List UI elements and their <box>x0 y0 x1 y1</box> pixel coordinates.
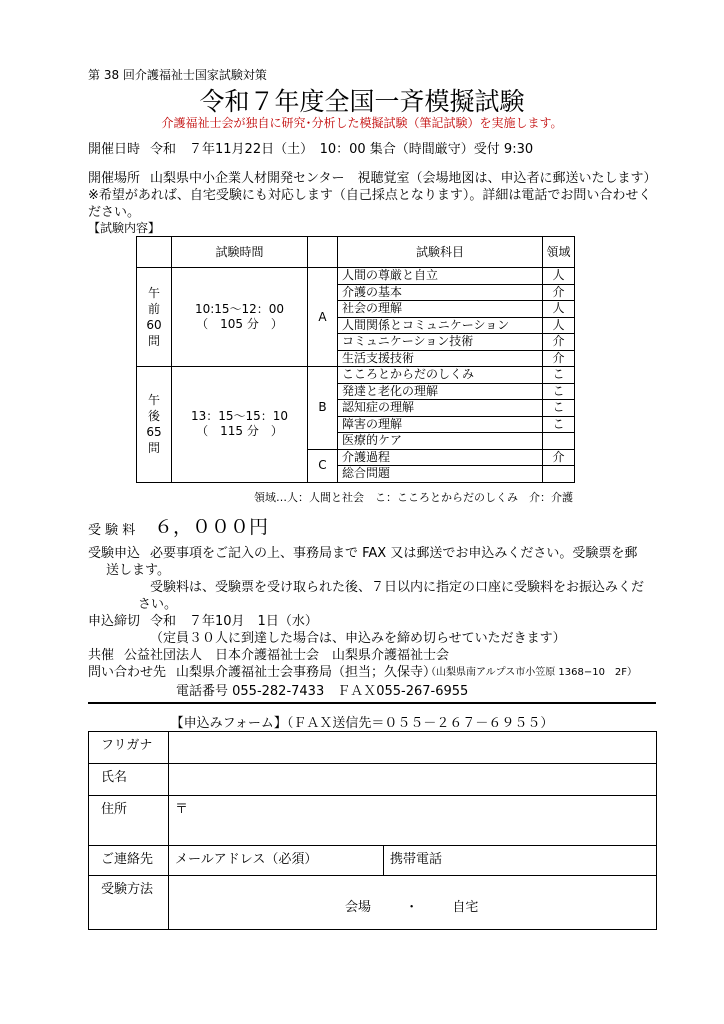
afternoon-label: 午 後 65 問 <box>137 367 172 483</box>
place-value: 山梨県中小企業人材開発センター 視聴覚室（会場地図は、申込者に郵送いたします） <box>150 171 657 186</box>
host-label: 共催 <box>88 648 115 663</box>
postal-mark: 〒 <box>175 802 189 817</box>
area-cell: 介 <box>543 449 575 466</box>
apply-line2: 送します。 <box>106 563 170 578</box>
contact-address: （山梨県南アルプス市小笠原 1368−10 2F） <box>426 667 638 678</box>
schedule-corner <box>137 237 172 268</box>
furigana-label: フリガナ <box>89 732 169 764</box>
place-label: 開催場所 <box>88 171 141 186</box>
application-form <box>88 731 657 930</box>
address-field[interactable] <box>169 796 657 846</box>
afternoon-time: 13：15～15：10 （ 115 分 ） <box>172 367 308 483</box>
fee-label: 受 験 料 <box>88 523 136 538</box>
name-label: 氏名 <box>89 764 169 796</box>
area-cell: 介 <box>543 284 575 301</box>
subject-row: 人間関係とコミュニケーション <box>338 317 543 334</box>
contact-phone: 電話番号 055-282-7433 ＦＡＸ055-267-6955 <box>176 684 469 699</box>
subject-row: 生活支援技術 <box>338 350 543 367</box>
subject-row: 人間の尊厳と自立 <box>338 268 543 285</box>
home-note-line2: ださい。 <box>88 205 141 220</box>
fee-value: ６，０００円 <box>154 516 269 538</box>
series-label: 第 38 回介護福祉士国家試験対策 <box>88 68 267 82</box>
method-venue-option[interactable]: 会場 <box>345 900 372 915</box>
home-note-line1: ※希望があれば、自宅受験にも対応します（自己採点となります）。詳細は電話でお問い合わせく <box>88 188 652 203</box>
area-cell: こ <box>543 367 575 384</box>
area-cell: こ <box>543 383 575 400</box>
subject-row: 介護の基本 <box>338 284 543 301</box>
schedule-table <box>136 236 575 483</box>
col-area-header: 領域 <box>543 237 575 268</box>
group-c: C <box>308 449 338 482</box>
form-separator <box>88 702 656 704</box>
deadline-label: 申込締切 <box>88 614 141 629</box>
host-value: 公益社団法人 日本介護福祉士会 山梨県介護福祉士会 <box>124 648 450 663</box>
area-cell: 人 <box>543 268 575 285</box>
email-field[interactable] <box>169 846 384 876</box>
form-heading: 【申込みフォーム】（ＦＡＸ送信先＝０５５－２６７－６９５５） <box>170 716 554 731</box>
subject-row: 障害の理解 <box>338 416 543 433</box>
subject-row: 医療的ケア <box>338 433 543 450</box>
area-cell: 人 <box>543 301 575 318</box>
col-time-header: 試験時間 <box>172 237 308 268</box>
subject-row: 社会の理解 <box>338 301 543 318</box>
apply-label: 受験申込 <box>88 546 141 561</box>
contact-label: 問い合わせ先 <box>88 665 167 680</box>
apply-line3: 受験料は、受験票を受け取られた後、７日以内に指定の口座に受験料をお振込みくだ <box>150 580 645 595</box>
area-cell: こ <box>543 400 575 417</box>
subject-row: 総合問題 <box>338 466 543 483</box>
col-subject-header: 試験科目 <box>338 237 543 268</box>
group-a: A <box>308 268 338 367</box>
email-label: メールアドレス（必須） <box>175 852 318 867</box>
page-title: 令和７年度全国一斉模擬試験 <box>199 87 525 116</box>
name-field[interactable] <box>169 764 657 796</box>
method-label: 受験方法 <box>89 876 169 930</box>
apply-line4: さい。 <box>138 597 178 612</box>
area-cell: こ <box>543 416 575 433</box>
area-cell <box>543 466 575 483</box>
area-cell: 介 <box>543 350 575 367</box>
deadline-value: 令和 ７年10月 1日（水） <box>150 614 318 629</box>
subject-row: コミュニケーション技術 <box>338 334 543 351</box>
mobile-label: 携帯電話 <box>390 852 443 867</box>
subject-row: 介護過程 <box>338 449 543 466</box>
area-cell: 人 <box>543 317 575 334</box>
furigana-field[interactable] <box>169 732 657 764</box>
apply-line1: 必要事項をご記入の上、事務局まで FAX 又は郵送でお申込みください。受験票を郵 <box>150 546 638 561</box>
date-label: 開催日時 <box>88 142 141 157</box>
address-label: 住所 <box>89 796 169 846</box>
method-home-option[interactable]: 自宅 <box>452 900 479 915</box>
morning-time: 10:15～12：00 （ 105 分 ） <box>172 268 308 367</box>
area-cell: 介 <box>543 334 575 351</box>
method-field <box>169 876 657 930</box>
content-heading: 【試験内容】 <box>88 221 161 235</box>
morning-label: 午 前 60 問 <box>137 268 172 367</box>
page-subtitle: 介護福祉士会が独自に研究･分析した模擬試験（筆記試験）を実施します。 <box>161 116 563 130</box>
area-cell <box>543 433 575 450</box>
mobile-field[interactable] <box>384 846 657 876</box>
subject-row: こころとからだのしくみ <box>338 367 543 384</box>
area-legend: 領域…人：人間と社会 こ：こころとからだのしくみ 介：介護 <box>254 491 573 504</box>
subject-row: 認知症の理解 <box>338 400 543 417</box>
col-group-header <box>308 237 338 268</box>
method-separator: ・ <box>405 900 419 915</box>
deadline-note: （定員３０人に到達した場合は、申込みを締め切らせていただきます） <box>150 631 566 646</box>
subject-row: 発達と老化の理解 <box>338 383 543 400</box>
group-b: B <box>308 367 338 450</box>
date-value: 令和 ７年11月22日（土） 10：00 集合（時間厳守）受付 9:30 <box>150 142 534 157</box>
contact-value: 山梨県介護福祉士会事務局（担当；久保寺） <box>176 665 437 680</box>
contact-info-label: ご連絡先 <box>89 846 169 876</box>
